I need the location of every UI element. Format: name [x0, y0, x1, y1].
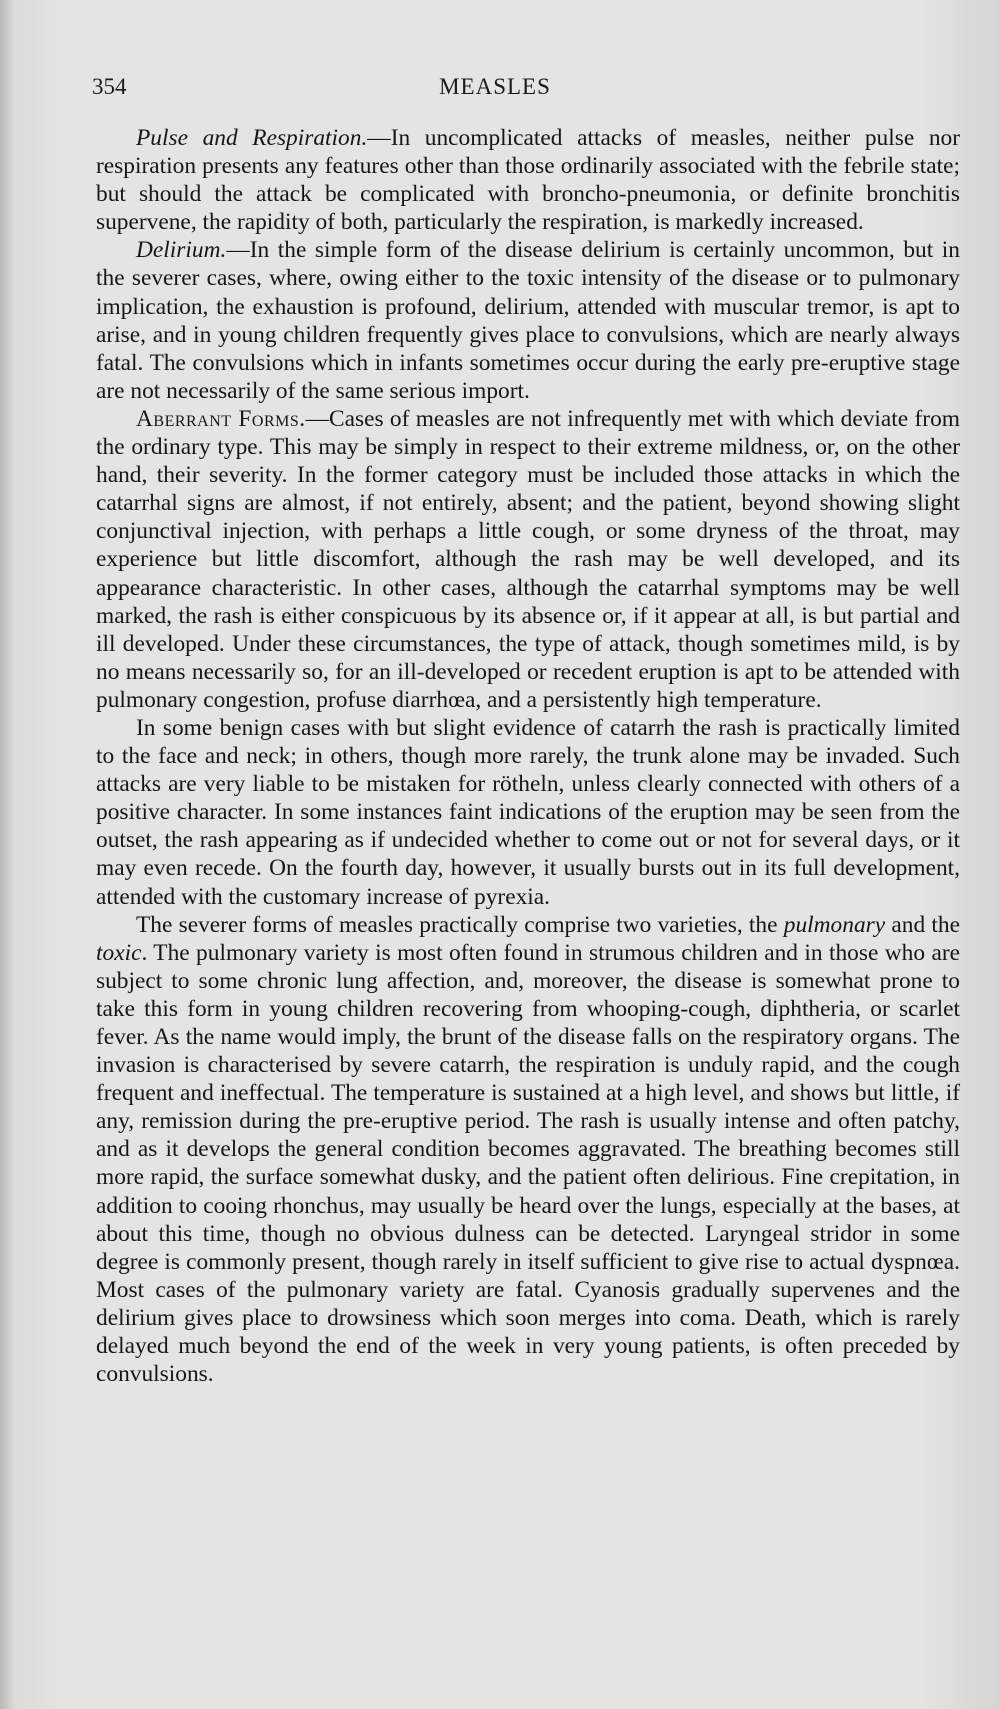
paragraph-severer-forms	[96, 911, 960, 1389]
page-number: 354	[92, 74, 127, 99]
paragraph-benign-cases	[96, 714, 960, 911]
section-heading-pulse-respiration: Pulse and Respiration.	[136, 125, 368, 151]
paragraph-text: The severer forms of measles practically comprise two varieties, the	[136, 911, 784, 938]
section-heading-aberrant-forms: Aberrant Forms.	[136, 405, 306, 432]
running-head: MEASLES	[439, 74, 551, 99]
paragraph-text: . The pulmonary variety is most often found in strumous children and in those who are subject to some chronic lung affection, and, moreover, the disease is somewhat prone to take this form in young children recovering from whooping-cough, diphtheria, or scarlet fever. As the name would imply, the brunt of the disease falls on the respiratory organs. The invasion is characterised by severe catarrh, the respiration is unduly rapid, and the cough frequent and ineffectual. The temperature is sustained at a high level, and shows but little, if any, remission during the pre-eruptive period. The rash is usually intense and often patchy, and as it develops the general condition becomes aggravated. The breathing becomes still more rapid, the surface somewhat dusky, and the patient often delirious. Fine crepitation, in addition to cooing rhonchus, may usually be heard over the lungs, especially at the bases, at about this time, though no obvious dulness can be detected. Laryngeal stridor in some degree is commonly present, though rarely in itself sufficient to give rise to actual dyspnœa. Most cases of the pulmonary variety are fatal. Cyanosis gradually supervenes and the delirium gives place to drowsiness which soon merges into coma. Death, which is rarely delayed much beyond the end of the week in very young patients, is often preceded by convulsions.	[96, 939, 960, 1388]
paragraph-text: —In the simple form of the disease delirium is certainly uncommon, but in the severer cases, where, owing either to the toxic intensity of the disease or to pulmonary implication, the exhaustion is profound, delirium, attended with muscular tremor, is apt to arise, and in young children frequently gives place to convulsions, which are nearly always fatal. The convulsions which in infants sometimes occur during the early pre-eruptive stage are not necessarily of the same serious import.	[96, 237, 960, 404]
term-pulmonary: pulmonary	[783, 911, 886, 938]
paragraph-text: and the	[885, 911, 960, 938]
paragraph-aberrant-forms	[96, 405, 960, 714]
section-heading-delirium: Delirium.	[136, 237, 227, 264]
term-toxic: toxic	[96, 939, 142, 966]
paragraph-pulse-respiration	[96, 124, 960, 236]
paragraph-text: —Cases of measles are not infrequently met with which deviate from the ordinary type. This may be simply in respect to their extreme mildness, or, on the other hand, their severity. In the former category must be included those attacks in which the catarrhal signs are almost, if not entirely, absent; and the patient, beyond showing slight conjunctival injection, with perhaps a little cough, or some dryness of the throat, may experience but little discomfort, although the rash may be well developed, and its appearance characteristic. In other cases, although the catarrhal symptoms may be well marked, the rash is either conspicuous by its absence or, if it appear at all, is but partial and ill developed. Under these circumstances, the type of attack, though sometimes mild, is by no means necessarily so, for an ill-developed or recedent eruption is apt to be attended with pulmonary congestion, profuse diarrhœa, and a persistently high temperature.	[96, 405, 960, 713]
paragraph-text: —In uncomplicated attacks of measles, neither pulse nor respiration presents any features other than those ordinarily associated with the febrile state; but should the attack be complicated with broncho-pneumonia, or definite bronchitis supervene, the rapidity of both, particularly the respiration, is markedly increased.	[96, 125, 960, 236]
body-text	[96, 124, 960, 1388]
page-header	[92, 74, 898, 110]
paragraph-delirium	[96, 236, 960, 405]
page-spine-shadow	[0, 0, 14, 1709]
paragraph-text: In some benign cases with but slight evidence of catarrh the rash is practically limited to the face and neck; in others, though more rarely, the trunk alone may be invaded. Such attacks are very liable to be mistaken for rötheln, unless clearly connected with others of a positive character. In some instances faint indications of the eruption may be seen from the outset, the rash appearing as if undecided whether to come out or not for several days, or it may even recede. On the fourth day, however, it usually bursts out in its full development, attended with the customary increase of pyrexia.	[96, 714, 960, 910]
